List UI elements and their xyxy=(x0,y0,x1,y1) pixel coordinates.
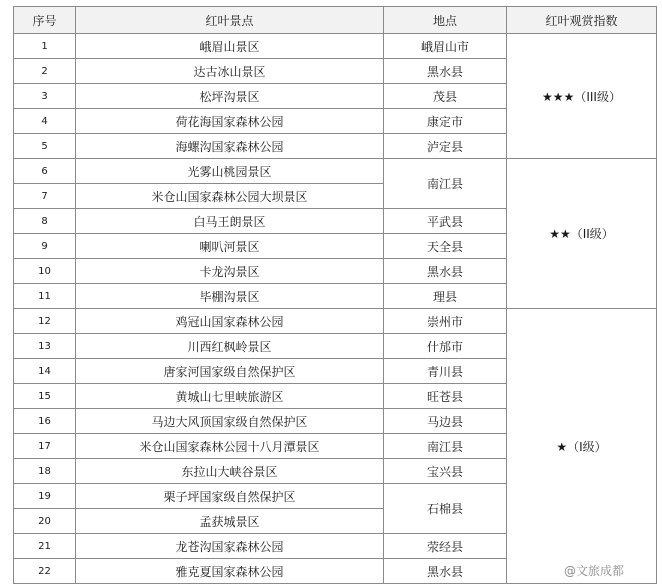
row-number: 2 xyxy=(14,59,76,84)
location-cell: 什邡市 xyxy=(384,334,507,359)
row-number: 19 xyxy=(14,484,76,509)
spot-name: 白马王朗景区 xyxy=(76,209,384,234)
table-row xyxy=(14,309,657,334)
row-number: 6 xyxy=(14,159,76,184)
row-number: 22 xyxy=(14,559,76,584)
table-row xyxy=(14,34,657,59)
row-number: 1 xyxy=(14,34,76,59)
location-cell: 荥经县 xyxy=(384,534,507,559)
rating-cell: ★★（II级） xyxy=(507,159,657,309)
location-cell: 崇州市 xyxy=(384,309,507,334)
row-number: 15 xyxy=(14,384,76,409)
spot-name: 唐家河国家级自然保护区 xyxy=(76,359,384,384)
location-cell: 理县 xyxy=(384,284,507,309)
location-cell: 旺苍县 xyxy=(384,384,507,409)
location-cell: 青川县 xyxy=(384,359,507,384)
row-number: 12 xyxy=(14,309,76,334)
row-number: 21 xyxy=(14,534,76,559)
scenic-spots-table xyxy=(13,6,657,584)
row-number: 20 xyxy=(14,509,76,534)
location-cell: 黑水县 xyxy=(384,559,507,584)
row-number: 17 xyxy=(14,434,76,459)
spot-name: 雅克夏国家森林公园 xyxy=(76,559,384,584)
header-location: 地点 xyxy=(384,7,507,34)
rating-cell: ★（I级） xyxy=(507,309,657,584)
header-row xyxy=(14,7,657,34)
row-number: 9 xyxy=(14,234,76,259)
spot-name: 川西红枫岭景区 xyxy=(76,334,384,359)
spot-name: 喇叭河景区 xyxy=(76,234,384,259)
spot-name: 海螺沟国家森林公园 xyxy=(76,134,384,159)
spot-name: 米仓山国家森林公园十八月潭景区 xyxy=(76,434,384,459)
row-number: 11 xyxy=(14,284,76,309)
location-cell: 南江县 xyxy=(384,159,507,209)
spot-name: 鸡冠山国家森林公园 xyxy=(76,309,384,334)
location-cell: 南江县 xyxy=(384,434,507,459)
spot-name: 栗子坪国家级自然保护区 xyxy=(76,484,384,509)
spot-name: 东拉山大峡谷景区 xyxy=(76,459,384,484)
spot-name: 黄城山七里峡旅游区 xyxy=(76,384,384,409)
header-spot: 红叶景点 xyxy=(76,7,384,34)
location-cell: 黑水县 xyxy=(384,259,507,284)
spot-name: 卡龙沟景区 xyxy=(76,259,384,284)
row-number: 7 xyxy=(14,184,76,209)
location-cell: 宝兴县 xyxy=(384,459,507,484)
spot-name: 龙苍沟国家森林公园 xyxy=(76,534,384,559)
spot-name: 马边大风顶国家级自然保护区 xyxy=(76,409,384,434)
location-cell: 泸定县 xyxy=(384,134,507,159)
row-number: 10 xyxy=(14,259,76,284)
location-cell: 石棉县 xyxy=(384,484,507,534)
row-number: 5 xyxy=(14,134,76,159)
spot-name: 达古冰山景区 xyxy=(76,59,384,84)
rating-cell: ★★★（III级） xyxy=(507,34,657,159)
location-cell: 峨眉山市 xyxy=(384,34,507,59)
spot-name: 毕棚沟景区 xyxy=(76,284,384,309)
spot-name: 孟获城景区 xyxy=(76,509,384,534)
location-cell: 黑水县 xyxy=(384,59,507,84)
location-cell: 马边县 xyxy=(384,409,507,434)
spot-name: 峨眉山景区 xyxy=(76,34,384,59)
location-cell: 茂县 xyxy=(384,84,507,109)
table-row xyxy=(14,159,657,184)
spot-name: 松坪沟景区 xyxy=(76,84,384,109)
row-number: 18 xyxy=(14,459,76,484)
header-number: 序号 xyxy=(14,7,76,34)
location-cell: 康定市 xyxy=(384,109,507,134)
row-number: 3 xyxy=(14,84,76,109)
row-number: 13 xyxy=(14,334,76,359)
weibo-watermark: @文旅成都 xyxy=(560,561,628,580)
row-number: 4 xyxy=(14,109,76,134)
spot-name: 荷花海国家森林公园 xyxy=(76,109,384,134)
location-cell: 天全县 xyxy=(384,234,507,259)
row-number: 16 xyxy=(14,409,76,434)
location-cell: 平武县 xyxy=(384,209,507,234)
spot-name: 米仓山国家森林公园大坝景区 xyxy=(76,184,384,209)
row-number: 14 xyxy=(14,359,76,384)
header-rating: 红叶观赏指数 xyxy=(507,7,657,34)
row-number: 8 xyxy=(14,209,76,234)
spot-name: 光雾山桃园景区 xyxy=(76,159,384,184)
